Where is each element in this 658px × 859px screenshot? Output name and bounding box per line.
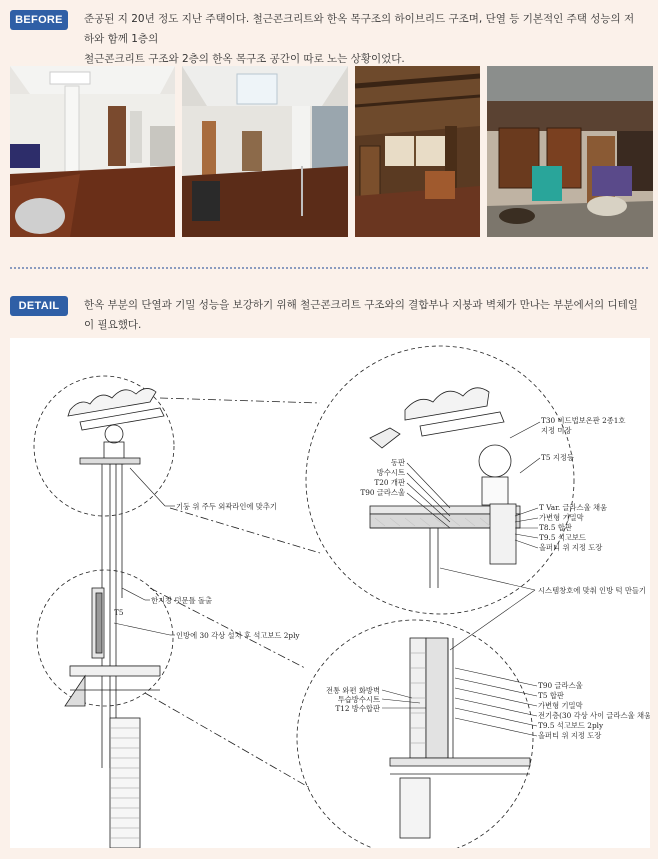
label-t5-small: T5 — [114, 608, 124, 617]
label-left-board: 인방에 30 각상 설치 후 석고보드 2ply — [176, 631, 300, 640]
label-b-t5: T5 합판 — [538, 691, 564, 700]
label-b-gabyeon: 가변형 기밀막 — [538, 701, 583, 710]
label-t95-top: T9.5 석고보드 — [539, 533, 586, 542]
before-description — [84, 9, 644, 69]
before-text-line2: 철근콘크리트 구조와 2층의 한옥 목구조 공간이 따로 노는 상황이었다. — [84, 53, 405, 65]
label-jeontong: 전통 와편 화방벽 — [326, 686, 380, 695]
detail-drawing — [10, 338, 650, 848]
label-tuseup: 투습방수시트 — [337, 695, 380, 704]
before-photo-3 — [355, 66, 480, 237]
before-photo-1 — [10, 66, 175, 237]
label-t30: T30 비드법보온판 2종1호 — [541, 416, 626, 425]
detail-circle-top-right — [306, 346, 574, 614]
label-tvar: T Var. 글라스울 채움 — [539, 503, 608, 512]
label-t85: T8.5 합판 — [539, 523, 572, 532]
label-b-olpati: 올퍼티 위 지정 도장 — [538, 731, 602, 740]
detail-tag: DETAIL — [10, 296, 68, 316]
label-r-t5: T5 지정등 — [541, 453, 574, 462]
label-gabyeon-top: 가변형 기밀막 — [539, 513, 584, 522]
label-b-t95: T9.5 석고보드 2ply — [538, 721, 604, 730]
section-drawing-svg — [10, 338, 650, 848]
before-text-line1: 준공된 지 20년 정도 지난 주택이다. 철근콘크리트와 한옥 목구조의 하이브리드 구조며, 단열 등 기본적인 주택 성능의 저하와 함께 1층의 — [84, 13, 635, 45]
label-t20: T20 개판 — [374, 478, 405, 487]
before-photo-2 — [182, 66, 348, 237]
before-photo-4 — [487, 66, 653, 237]
label-left-sill: 한지창 덧문틀 돌출 — [151, 596, 213, 605]
label-olpati-top: 올퍼티 위 지정 도장 — [539, 543, 603, 552]
section-divider — [10, 267, 648, 269]
label-system-window: 시스템창호에 맞춰 인방 턱 만들기 — [538, 586, 646, 595]
label-b-jeongi: 전기층(30 각상 사이 글라스울 채움) — [538, 711, 650, 720]
label-bangsu: 방수시트 — [376, 468, 405, 477]
label-dongpan: 동판 — [390, 458, 405, 467]
detail-circle-mid-left — [37, 570, 173, 706]
label-t12: T12 방수합판 — [335, 704, 380, 713]
label-t30b: 지정 미장 — [541, 426, 572, 435]
before-tag: BEFORE — [10, 10, 68, 30]
label-b-t90: T90 글라스울 — [538, 681, 583, 690]
label-left-beam: 기둥 위 주두 외곽라인에 맞추기 — [176, 502, 277, 511]
label-t90: T90 글라스울 — [360, 488, 405, 497]
detail-description: 한옥 부분의 단열과 기밀 성능을 보강하기 위해 철근콘크리트 구조와의 결합부나 지붕과 벽체가 만나는 부분에서의 디테일이 필요했다. — [84, 299, 638, 331]
